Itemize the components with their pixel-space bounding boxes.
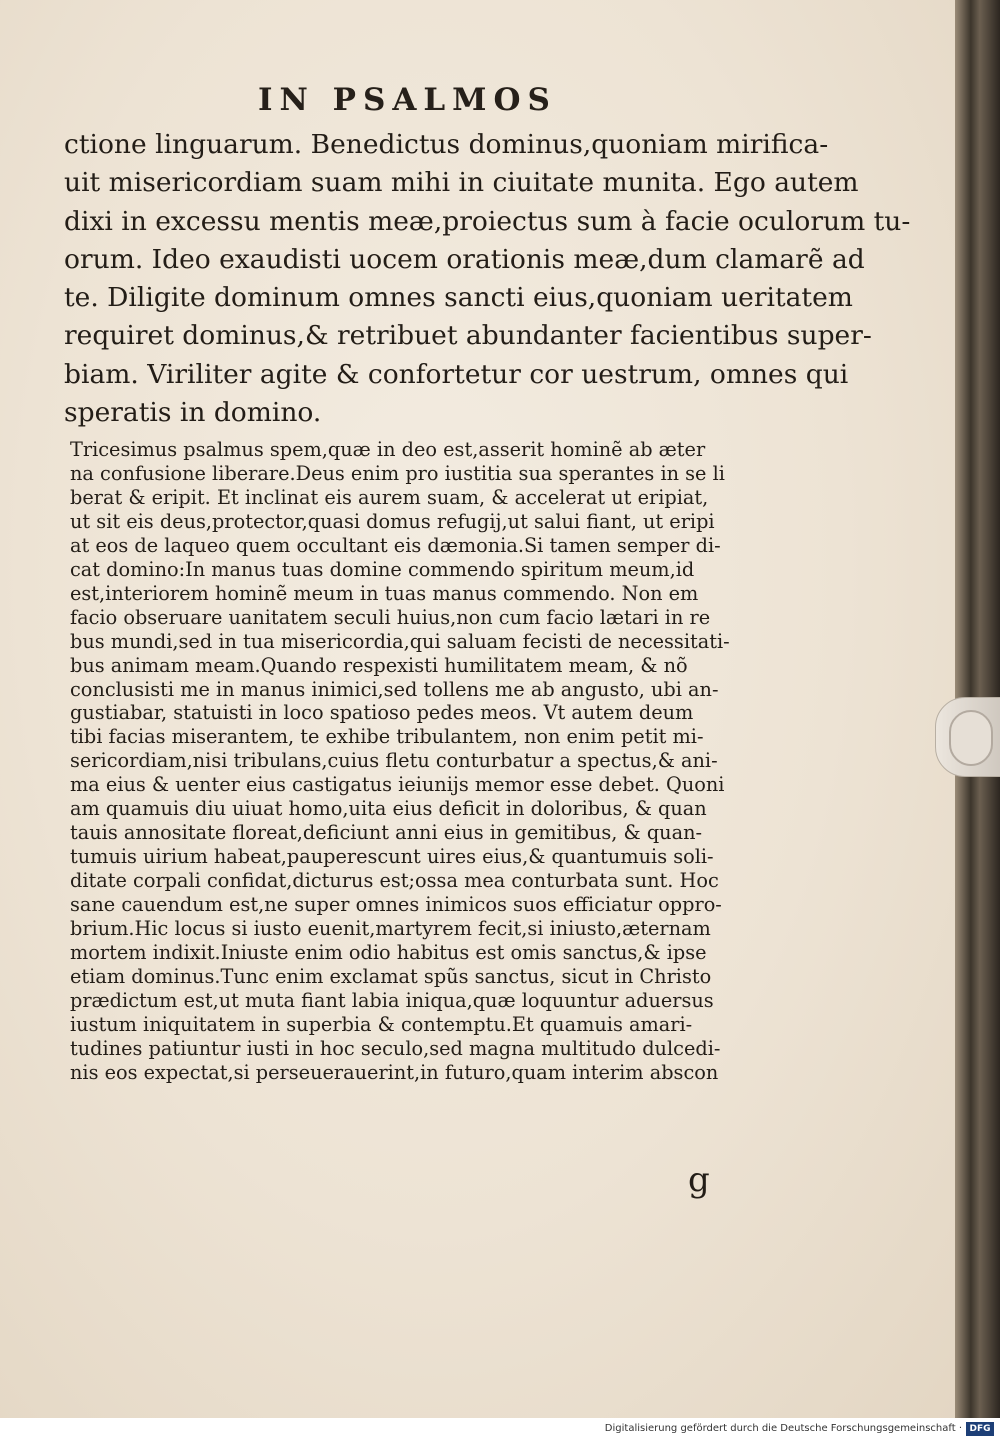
commentary-line: etiam dominus.Tunc enim exclamat spũs sanctus, sicut in Christo	[70, 964, 712, 988]
commentary-text-block	[70, 438, 770, 1085]
commentary-line: Tricesimus psalmus spem,quæ in deo est,asserit hominẽ ab æter	[70, 438, 706, 461]
dfg-logo: DFG	[966, 1422, 994, 1436]
psalm-line: biam. Viriliter agite & confortetur cor uestrum, omnes qui	[64, 358, 849, 390]
commentary-line: iustum iniquitatem in superbia & contemptu.Et quamuis amari-	[70, 1012, 693, 1036]
signature-mark: g	[688, 1160, 710, 1200]
commentary-line: at eos de laqueo quem occultant eis dæmonia.Si tamen semper di-	[70, 533, 721, 557]
psalm-line: orum. Ideo exaudisti uocem orationis meæ,dum clamarẽ ad	[64, 243, 865, 275]
page-clip	[935, 697, 1000, 777]
commentary-line: sericordiam,nisi tribulans,cuius fletu conturbatur a spectus,& ani-	[70, 749, 718, 773]
running-head: IN PSALMOS	[258, 82, 557, 118]
commentary-line: ditate corpali confidat,dicturus est;ossa mea conturbata sunt. Hoc	[70, 869, 719, 893]
commentary-line: prædictum est,ut muta fiant labia iniqua,quæ loquuntur aduersus	[70, 988, 714, 1012]
commentary-line: tudines patiuntur iusti in hoc seculo,sed magna multitudo dulcedi-	[70, 1036, 721, 1060]
commentary-line: tauis annositate floreat,deficiunt anni eius in gemitibus, & quan-	[70, 821, 703, 845]
commentary-line: facio obseruare uanitatem seculi huius,non cum facio lætari in re	[70, 605, 711, 629]
commentary-line: berat & eripit. Et inclinat eis aurem suam, & accelerat ut eripiat,	[70, 485, 709, 509]
commentary-line: tumuis uirium habeat,pauperescunt uires eius,& quantumuis soli-	[70, 845, 714, 869]
commentary-line: bus mundi,sed in tua misericordia,qui saluam fecisti de necessitati-	[70, 629, 730, 653]
commentary-line: nis eos expectat,si perseuerauerint,in futuro,quam interim abscon	[70, 1060, 719, 1084]
psalm-line: dixi in excessu mentis meæ,proiectus sum à facie oculorum tu-	[64, 205, 911, 237]
clip-hole	[949, 710, 993, 766]
footer-credit: Digitalisierung gefördert durch die Deutsche Forschungsgemeinschaft ·	[604, 1423, 962, 1434]
psalm-line: requiret dominus,& retribuet abundanter facientibus super-	[64, 320, 872, 352]
psalm-line: te. Diligite dominum omnes sancti eius,quoniam ueritatem	[64, 282, 853, 314]
footer-bar	[0, 1418, 1000, 1443]
commentary-line: gustiabar, statuisti in loco spatioso pedes meos. Vt autem deum	[70, 701, 694, 725]
commentary-line: mortem indixit.Iniuste enim odio habitus est omis sanctus,& ipse	[70, 941, 707, 965]
commentary-line: est,interiorem hominẽ meum in tuas manus commendo. Non em	[70, 581, 699, 605]
commentary-line: conclusisti me in manus inimici,sed tollens me ab angusto, ubi an-	[70, 677, 719, 701]
commentary-line: ma eius & uenter eius castigatus ieiunijs memor esse debet. Quoni	[70, 773, 725, 797]
commentary-line: cat domino:In manus tuas domine commendo spiritum meum,id	[70, 557, 695, 581]
commentary-line: brium.Hic locus si iusto euenit,martyrem fecit,si iniusto,æternam	[70, 917, 711, 941]
commentary-line: ut sit eis deus,protector,quasi domus refugij,ut salui fiant, ut eripi	[70, 509, 715, 533]
psalm-line: ctione linguarum. Benedictus dominus,quoniam mirifica-	[64, 129, 829, 160]
commentary-line: sane cauendum est,ne super omnes inimicos suos efficiatur oppro-	[70, 893, 722, 917]
commentary-line: am quamuis diu uiuat homo,uita eius deficit in doloribus, & quan	[70, 797, 707, 821]
psalm-line: speratis in domino.	[64, 397, 322, 429]
commentary-line: tibi facias miserantem, te exhibe tribulantem, non enim petit mi-	[70, 725, 704, 749]
psalm-text-block	[64, 126, 911, 432]
psalm-line: uit misericordiam suam mihi in ciuitate munita. Ego autem	[64, 167, 859, 199]
commentary-line: bus animam meam.Quando respexisti humilitatem meam, & nõ	[70, 653, 688, 677]
commentary-line: na confusione liberare.Deus enim pro iustitia sua sperantes in se li	[70, 461, 725, 485]
